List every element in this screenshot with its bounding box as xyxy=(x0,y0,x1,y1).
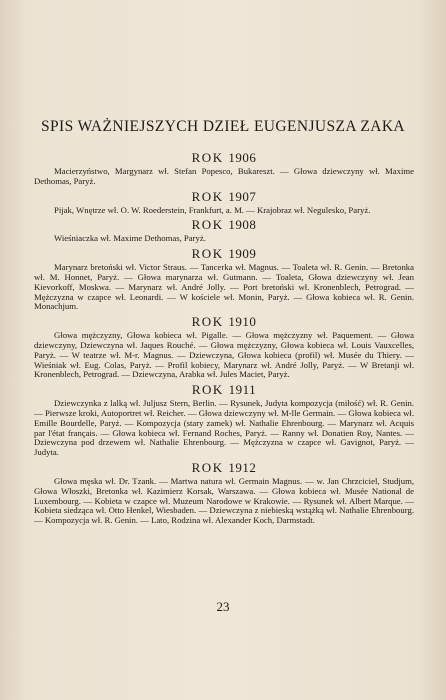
year-heading xyxy=(34,247,414,261)
year-heading xyxy=(34,218,414,232)
page-title: SPIS WAŻNIEJSZYCH DZIEŁ EUGENJUSZA ZAKA xyxy=(40,118,406,135)
year-label: ROK xyxy=(191,246,224,262)
section-text: Głowa męska wł. Dr. Tzank. — Martwa natura wł. Germain Magnus. — w. Jan Chrzciciel, Studjum, Głowa Włoszki, Bretonka wł. Kazimierz Korsak, Warszawa. — Głowa kobieca wł. Musée National de Luxembourg. — Kobieta w czapce wł. Muzeum Narodowe w Krakowie. — Rysunek wł. Albert Marque. — Kobieta siedząca wł. Otto Henkel, Wiesbaden. — Dziewczyna z niebieską wstążką wł. Nathalie Ehrenbourg. — Kompozycja wł. R. Genin. — Lato, Rodzina wł. Alexander Koch, Darmstadt. xyxy=(34,475,414,526)
page-number: 23 xyxy=(216,599,230,614)
section-text: Wieśniaczka wł. Maxime Dethomas, Paryż. xyxy=(54,233,206,244)
section-1911 xyxy=(34,383,414,458)
works-list xyxy=(34,148,414,527)
section-text: Macierzyństwo, Margynarz wł. Stefan Popesco, Bukareszt. — Głowa dziewczyny wł. Maxime Dethomas, Paryż. xyxy=(34,166,414,186)
section-1907 xyxy=(34,190,414,216)
year-heading xyxy=(34,383,414,397)
year-number: 1910 xyxy=(228,314,257,330)
year-heading xyxy=(34,315,414,329)
section-1906 xyxy=(34,151,414,187)
year-label: ROK xyxy=(191,314,224,330)
year-number: 1909 xyxy=(228,246,257,262)
year-number: 1907 xyxy=(228,188,257,204)
section-1908 xyxy=(34,218,414,244)
year-heading xyxy=(34,190,414,204)
year-number: 1906 xyxy=(228,150,257,165)
section-1912 xyxy=(34,461,414,526)
year-heading xyxy=(34,461,414,475)
section-1909 xyxy=(34,247,414,312)
section-1910 xyxy=(34,315,414,380)
section-text: Dziewczynka z lalką wł. Juljusz Stern, Berlin. — Rysunek, Judyta kompozycja (miłość) wł. R. Genin. — Pierwsze kroki, Autoportret wł. Reicher. — Głowa dziewczyny wł. M-lle Germain. — Głowa kobieca wł. Emille Bourdelle, Paryż. — Kompozycja (stary zamek) wł. Nathalie Ehrenbourg. — Marynarz wł. Acquis par l'état français. — Głowa kobieca wł. Fernand Roches, Paryż. — Ranny wł. Donatien Roy, Nantes. — Dziewczyna pod drzewem wł. Nathalie Ehrenbourg. — Mężczyzna w czapce wł. Gavignot, Paryż. — Judyta. xyxy=(34,398,414,458)
year-label: ROK xyxy=(191,150,224,165)
section-text: Pijak, Wnętrze wł. O. W. Roederstein, Frankfurt, a. M. — Krajobraz wł. Negulesko, Paryż. xyxy=(54,204,371,215)
year-number: 1912 xyxy=(228,459,257,475)
year-label: ROK xyxy=(191,188,224,204)
year-heading xyxy=(34,151,414,165)
section-text: Marynarz bretoński wł. Victor Straus. — Tancerka wł. Magnus. — Toaleta wł. R. Genin. — Bretonka wł. M. Honnet, Paryż. — Głowa marynarza wł. Gutmann. — Toaleta, Głowa dziewczyny wł. Jean Kievorkoff, Moskwa. — Marynarz wł. André Jolly. — Port bretoński wł. Kronenblech, Petrograd. — Mężczyzna w czapce wł. Leonardi. — W kościele wł. Monin, Paryż. — Głowa kobieca wł. R. Genin. Monachjum. xyxy=(34,262,414,312)
year-number: 1908 xyxy=(228,217,257,233)
year-label: ROK xyxy=(191,217,224,233)
section-text: Głowa mężczyzny, Głowa kobieca wł. Pigalle. — Głowa mężczyzny wł. Paquement. — Głowa dziewczyny, Dziewczyna wł. Jaques Rouché. — Głowa mężczyzny, Głowa kobieca wł. Louis Vauxcelles, Paryż. — W teatrze wł. M-r. Magnus. — Dziewczyna, Głowa kobieca (profil) wł. Musée du Thiery. — Wieśniak wł. Eug. Colas, Paryż. — Profil kobiecy, Marynarz wł. André Jolly, Paryż. — W Bretanji wł. Kronenblech, Petrograd. — Dziewczyna, Arabka wł. Jules Maciet, Paryż. xyxy=(34,330,414,380)
year-label: ROK xyxy=(191,382,224,398)
year-number: 1911 xyxy=(228,382,257,398)
year-label: ROK xyxy=(191,459,224,475)
